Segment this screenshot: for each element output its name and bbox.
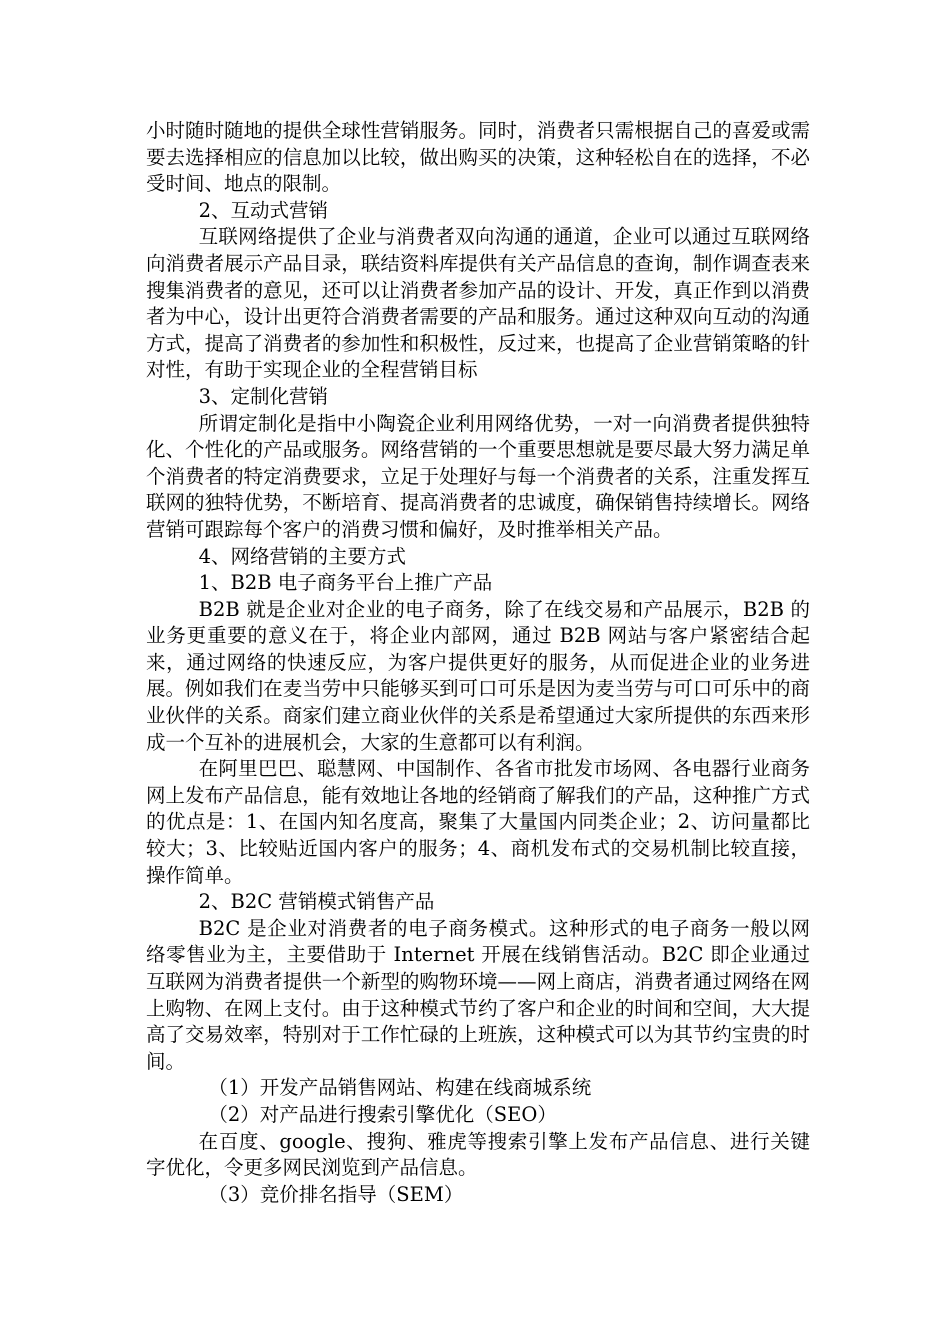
section-heading: 3、定制化营销 — [198, 384, 329, 408]
list-item: （3）竞价排名指导（SEM） — [208, 1182, 464, 1206]
body-paragraph: 所谓定制化是指中小陶瓷企业利用网络优势，一对一向消费者提供独特化、个性化的产品或服务。网络营销的一个重要思想就是要尽最大努力满足单个消费者的特定消费要求，立足于处理好与每一个消费者的关系，注重发挥互联网的独特优势，不断培育、提高消费者的忠诚度，确保销售持续增长。网络营销可跟踪每个客户的消费习惯和偏好，及时推举相关产品。 — [146, 411, 810, 541]
body-paragraph: B2C 是企业对消费者的电子商务模式。这种形式的电子商务一般以网络零售业为主，主要借助于 Internet 开展在线销售活动。B2C 即企业通过互联网为消费者提供一个新型的购物环境——网上商店，消费者通过网络在网上购物、在网上支付。由于这种模式节约了客户和企业的时间和空间，大大提高了交易效率，特别对于工作忙碌的上班族，这种模式可以为其节约宝贵的时间。 — [146, 916, 810, 1073]
section-heading: 2、互动式营销 — [198, 198, 329, 222]
body-paragraph: 在阿里巴巴、聪慧网、中国制作、各省市批发市场网、各电器行业商务网上发布产品信息，能有效地让各地的经销商了解我们的产品，这种推广方式的优点是：1、在国内知名度高，聚集了大量国内同类企业；2、访问量都比较大；3、比较贴近国内客户的服务；4、商机发布式的交易机制比较直接，操作简单。 — [146, 757, 810, 887]
section-heading: 2、B2C 营销模式销售产品 — [198, 890, 435, 914]
body-paragraph: 在百度、google、搜狗、雅虎等搜索引擎上发布产品信息、进行关键字优化，令更多网民浏览到产品信息。 — [146, 1129, 810, 1180]
list-item: （2）对产品进行搜索引擎优化（SEO） — [208, 1102, 557, 1126]
list-item: （1）开发产品销售网站、构建在线商城系统 — [208, 1076, 592, 1100]
section-heading: 4、网络营销的主要方式 — [198, 544, 407, 568]
body-paragraph: 小时随时随地的提供全球性营销服务。同时，消费者只需根据自己的喜爱或需要去选择相应的信息加以比较，做出购买的决策，这种轻松自在的选择，不必受时间、地点的限制。 — [146, 119, 810, 196]
section-heading: 1、B2B 电子商务平台上推广产品 — [198, 571, 493, 595]
document-page — [146, 118, 810, 1208]
body-paragraph: B2B 就是企业对企业的电子商务，除了在线交易和产品展示，B2B 的业务更重要的意义在于，将企业内部网，通过 B2B 网站与客户紧密结合起来，通过网络的快速反应，为客户提供更好的服务，从而促进企业的业务进展。例如我们在麦当劳中只能够买到可口可乐是因为麦当劳与可口可乐中的商业伙伴的关系。商家们建立商业伙伴的关系是希望通过大家所提供的东西来形成一个互补的进展机会，大家的生意都可以有利润。 — [146, 597, 810, 754]
body-paragraph: 互联网络提供了企业与消费者双向沟通的通道，企业可以通过互联网络向消费者展示产品目录，联结资料库提供有关产品信息的查询，制作调查表来搜集消费者的意见，还可以让消费者参加产品的设计、开发，真正作到以消费者为中心，设计出更符合消费者需要的产品和服务。通过这种双向互动的沟通方式，提高了消费者的参加性和积极性，反过来，也提高了企业营销策略的针对性，有助于实现企业的全程营销目标 — [146, 225, 810, 382]
